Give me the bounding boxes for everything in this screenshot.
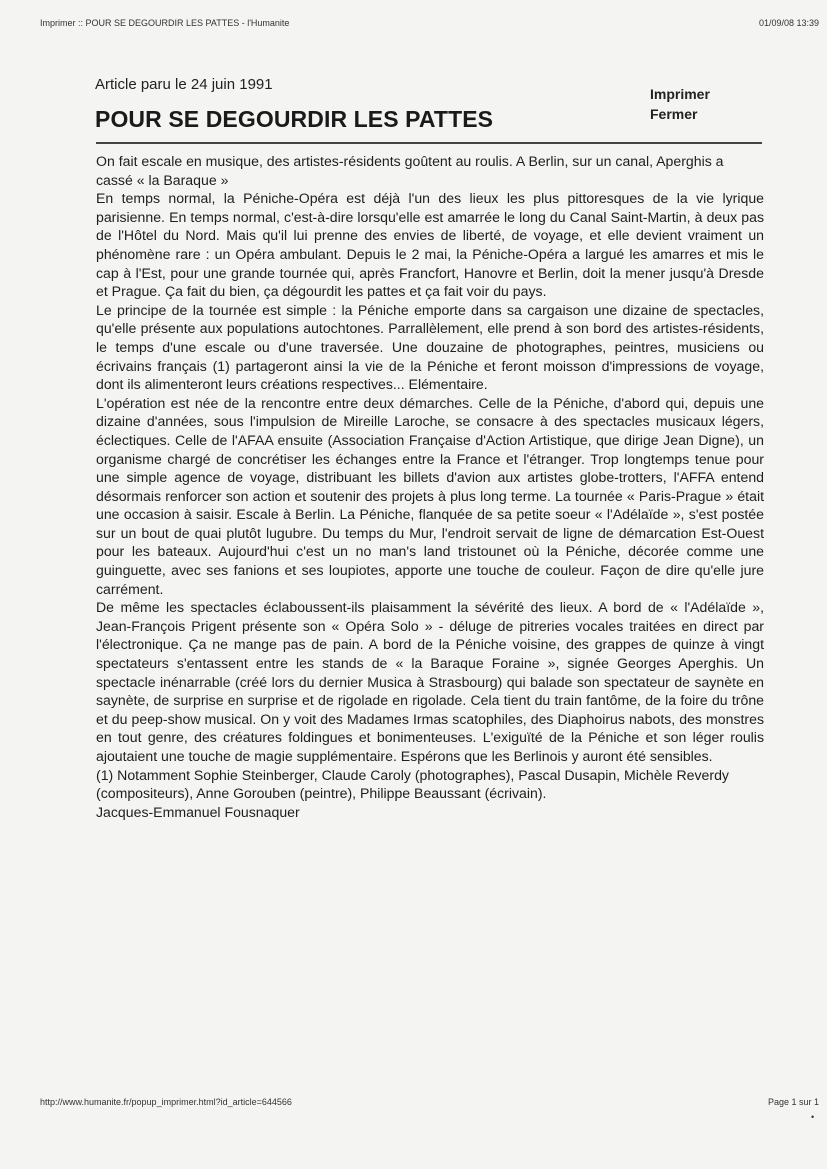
article-paragraph: Le principe de la tournée est simple : la Péniche emporte dans sa cargaison une dizaine de spectacles, qu'elle présente aux populations autochtones. Parrallèlement, elle prend à son bord des artistes-résidents, le temps d'une escale ou d'une traversée. Une douzaine de photographes, peintres, musiciens ou écrivains français (1) partageront ainsi la vie de la Péniche et feront moisson d'impressions de voyage, dont ils alimenteront leurs créations respectives... Elémentaire. bbox=[96, 301, 764, 393]
page-title: POUR SE DEGOURDIR LES PATTES bbox=[95, 106, 494, 132]
print-link[interactable]: Imprimer bbox=[650, 86, 710, 102]
close-link[interactable]: Fermer bbox=[650, 106, 698, 122]
article-paragraph: L'opération est née de la rencontre entre deux démarches. Celle de la Péniche, d'abord qui, depuis une dizaine d'années, sous l'impulsion de Mireille Laroche, se consacre à des spectacles musicaux légers, éclectiques. Celle de l'AFAA ensuite (Association Française d'Action Artistique, que dirige Jean Digne), un organisme chargé de concrétiser les échanges entre la France et l'étranger. Trop longtemps tenue pour une simple agence de voyage, distribuant les billets d'avion aux artistes globe-trotters, l'AFFA entend désormais renforcer son action et soutenir des projets à plus long terme. La tournée « Paris-Prague » était une occasion à saisir. Escale à Berlin. La Péniche, flanquée de sa petite soeur « l'Adélaïde », s'est postée sur un bout de quai plutôt lugubre. Du temps du Mur, l'endroit servait de ligne de démarcation Est-Ouest pour les bateaux. Aujourd'hui c'est un no man's land tristounet où la Péniche, décorée comme une guinguette, avec ses fanions et ses loupiotes, apporte une touche de couleur. Façon de dire qu'elle jure carrément. bbox=[96, 394, 764, 597]
print-header-datetime: 01/09/08 13:39 bbox=[758, 18, 819, 28]
article-author: Jacques-Emmanuel Fousnaquer bbox=[96, 803, 300, 820]
article-lead: On fait escale en musique, des artistes-résidents goûtent au roulis. A Berlin, sur un canal, Aperghis a cassé « la Baraque » bbox=[96, 153, 724, 188]
article-body bbox=[96, 152, 764, 821]
footer-mark: • bbox=[811, 1112, 815, 1122]
print-header bbox=[40, 18, 819, 28]
title-divider bbox=[96, 142, 762, 144]
article-footnote: (1) Notamment Sophie Steinberger, Claude Caroly (photographes), Pascal Dusapin, Michèle Reverdy (compositeurs), Anne Gorouben (peintre), Philippe Beaussant (écrivain). bbox=[96, 766, 729, 802]
print-footer-url: http://www.humanite.fr/popup_imprimer.html?id_article=644566 bbox=[40, 1097, 292, 1107]
action-links bbox=[650, 84, 710, 124]
print-header-title: Imprimer :: POUR SE DEGOURDIR LES PATTES - l'Humanite bbox=[40, 18, 290, 28]
article-date: Article paru le 24 juin 1991 bbox=[95, 76, 273, 93]
print-footer-page: Page 1 sur 1 bbox=[767, 1097, 819, 1107]
print-footer bbox=[40, 1097, 819, 1107]
article-paragraph: De même les spectacles éclaboussent-ils plaisamment la sévérité des lieux. A bord de « l'Adélaïde », Jean-François Prigent présente son « Opéra Solo » - déluge de pitreries vocales traitées en direct par l'électronique. Ça ne mange pas de pain. A bord de la Péniche voisine, des grappes de quinze à vingt spectateurs s'entassent entre les stands de « la Baraque Foraine », signée Georges Aperghis. Un spectacle inénarrable (créé lors du dernier Musica à Strasbourg) qui balade son spectateur de saynète en saynète, de surprise en surprise et de rigolade en rigolade. Cela tient du train fantôme, de la foire du trône et du peep-show musical. On y voit des Madames Irmas scatophiles, des Diaphoirus nabots, des monstres en tout genre, des créatures foldingues et bonimenteuses. L'exiguïté de la Péniche et son léger roulis ajoutaient une touche de magie supplémentaire. Espérons que les Berlinois y auront été sensibles. bbox=[96, 599, 764, 764]
article-paragraph: En temps normal, la Péniche-Opéra est déjà l'un des lieux les plus pittoresques de la vie lyrique parisienne. En temps normal, c'est-à-dire lorsqu'elle est amarrée le long du Canal Saint-Martin, à deux pas de l'Hôtel du Nord. Mais qu'il lui prenne des envies de liberté, de voyage, et elle devient vraiment un phénomène rare : un Opéra ambulant. Depuis le 2 mai, la Péniche-Opéra a largué les amarres et mis le cap à l'Est, pour une grande tournée qui, après Francfort, Hanovre et Berlin, doit la mener jusqu'à Dresde et Prague. Ça fait du bien, ça dégourdit les pattes et ça fait voir du pays. bbox=[96, 190, 764, 300]
